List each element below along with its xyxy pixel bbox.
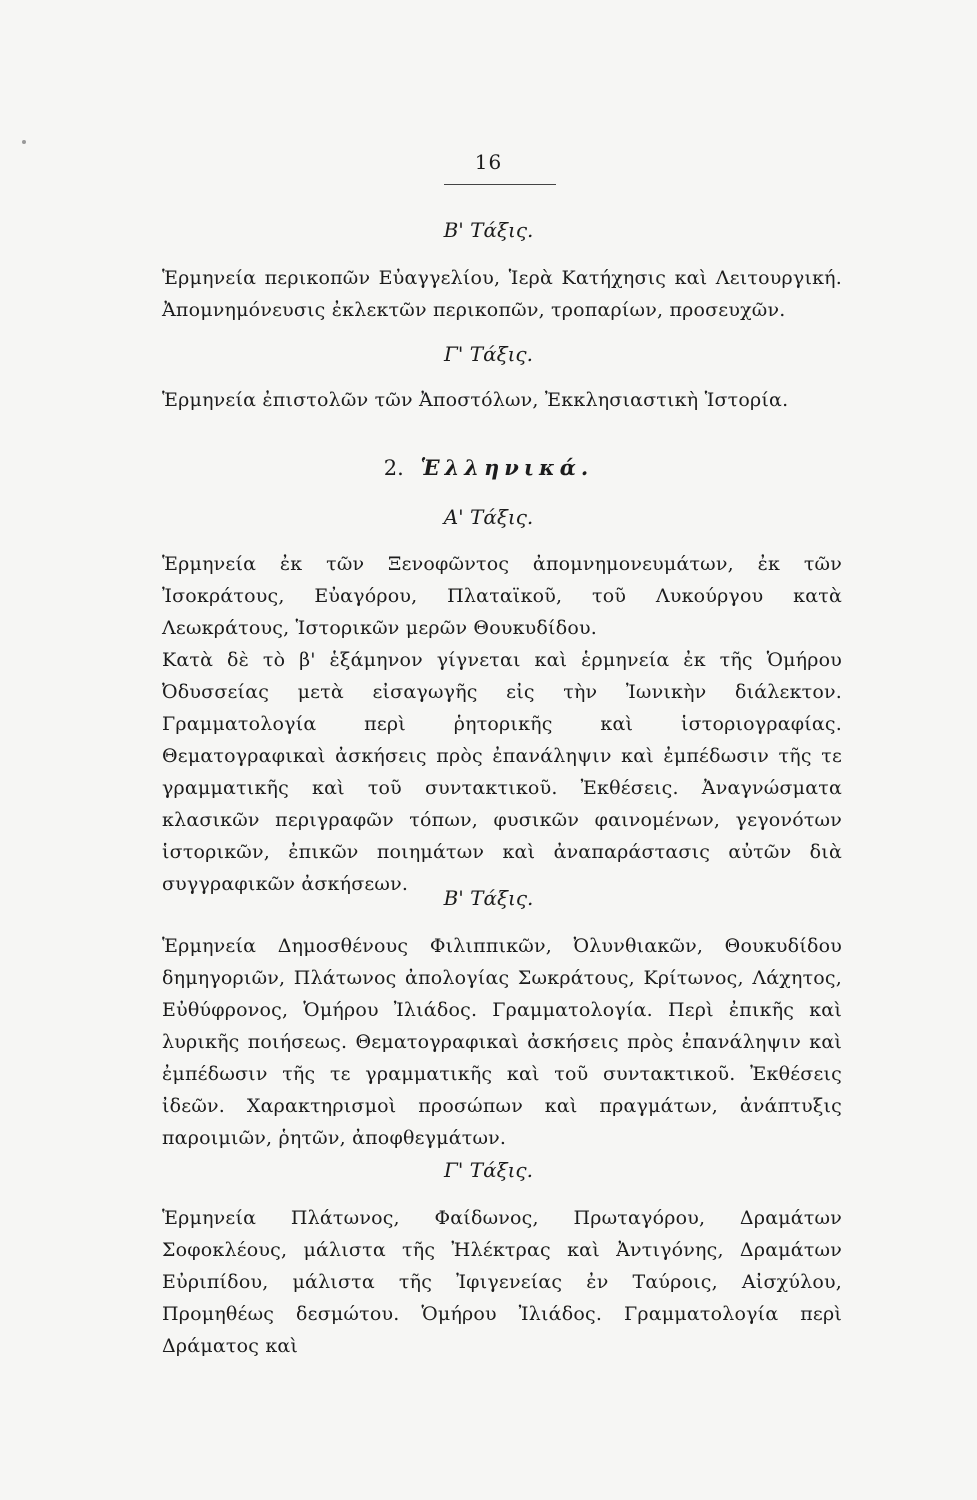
section-title: Ἑλληνικά. — [420, 455, 594, 480]
b-class-paragraph-1 — [162, 262, 842, 326]
c-class-text-1: Ἑρμηνεία ἐπιστολῶν τῶν Ἀποστόλων, Ἐκκλησιαστικὴ Ἱστορία. — [162, 389, 789, 411]
page-number-rule — [444, 184, 556, 185]
c-class-text-2: Ἑρμηνεία Πλάτωνος, Φαίδωνος, Πρωταγόρου, Δραμάτων Σοφοκλέους, μάλιστα τῆς Ἠλέκτρας καὶ Ἀντιγόνης, Δραμάτων Εὐριπίδου, μάλιστα τῆς Ἰφιγενείας ἐν Ταύροις, Αἰσχύλου, Προμηθέως δεσμώτου. Ὁμήρου Ἰλιάδος. Γραμματολογία περὶ Δράματος καὶ — [162, 1207, 842, 1357]
c-class-paragraph-1 — [162, 384, 842, 416]
a-class-heading: Α' Τάξις. — [443, 505, 534, 529]
scan-speck — [22, 140, 26, 144]
section-number: 2. — [383, 456, 404, 480]
page-number: 16 — [474, 150, 503, 174]
a-class-paragraph-2 — [162, 644, 842, 900]
a-class-text-2: Κατὰ δὲ τὸ β' ἑξάμηνον γίγνεται καὶ ἑρμηνεία ἐκ τῆς Ὁμήρου Ὀδυσσείας μετὰ εἰσαγωγῆς εἰς τὴν Ἰωνικὴν διάλεκτον. Γραμματολογία περὶ ῥητορικῆς καὶ ἱστοριογραφίας. Θεματογραφικαὶ ἀσκήσεις πρὸς ἐπανάληψιν καὶ ἐμπέδωσιν τῆς τε γραμματικῆς καὶ τοῦ συντακτικοῦ. Ἐκθέσεις. Ἀναγνώσματα κλασικῶν περιγραφῶν τόπων, φυσικῶν φαινομένων, γεγονότων ἱστορικῶν, ἐπικῶν ποιημάτων καὶ ἀναπαράστασις αὐτῶν διὰ συγγραφικῶν ἀσκήσεων. — [162, 649, 842, 895]
c-class-paragraph-2 — [162, 1202, 842, 1362]
greek-section-heading — [0, 455, 977, 480]
c-class-heading-2: Γ' Τάξις. — [444, 1158, 533, 1182]
b-class-heading-1: Β' Τάξις. — [443, 218, 534, 242]
a-class-text-1: Ἑρμηνεία ἐκ τῶν Ξενοφῶντος ἀπομνημονευμάτων, ἐκ τῶν Ἰσοκράτους, Εὐαγόρου, Πλαταϊκοῦ, τοῦ Λυκούργου κατὰ Λεωκράτους, Ἱστορικῶν μερῶν Θουκυδίδου. — [162, 553, 842, 639]
b-class-paragraph-2 — [162, 930, 842, 1154]
b-class-text-2: Ἑρμηνεία Δημοσθένους Φιλιππικῶν, Ὀλυνθιακῶν, Θουκυδίδου δημηγοριῶν, Πλάτωνος ἀπολογίας Σωκράτους, Κρίτωνος, Λάχητος, Εὐθύφρονος, Ὁμήρου Ἰλιάδος. Γραμματολογία. Περὶ ἐπικῆς καὶ λυρικῆς ποιήσεως. Θεματογραφικαὶ ἀσκήσεις πρὸς ἐπανάληψιν καὶ ἐμπέδωσιν τῆς τε γραμματικῆς καὶ τοῦ συντακτικοῦ. Ἐκθέσεις ἰδεῶν. Χαρακτηρισμοὶ προσώπων καὶ πραγμάτων, ἀνάπτυξις παροιμιῶν, ῥητῶν, ἀποφθεγμάτων. — [162, 935, 842, 1149]
c-class-heading-1: Γ' Τάξις. — [444, 342, 533, 366]
b-class-heading-2: Β' Τάξις. — [443, 886, 534, 910]
a-class-paragraph-1 — [162, 548, 842, 644]
b-class-text-1: Ἑρμηνεία περικοπῶν Εὐαγγελίου, Ἱερὰ Κατήχησις καὶ Λειτουργική. Ἀπομνημόνευσις ἐκλεκτῶν περικοπῶν, τροπαρίων, προσευχῶν. — [162, 267, 842, 321]
